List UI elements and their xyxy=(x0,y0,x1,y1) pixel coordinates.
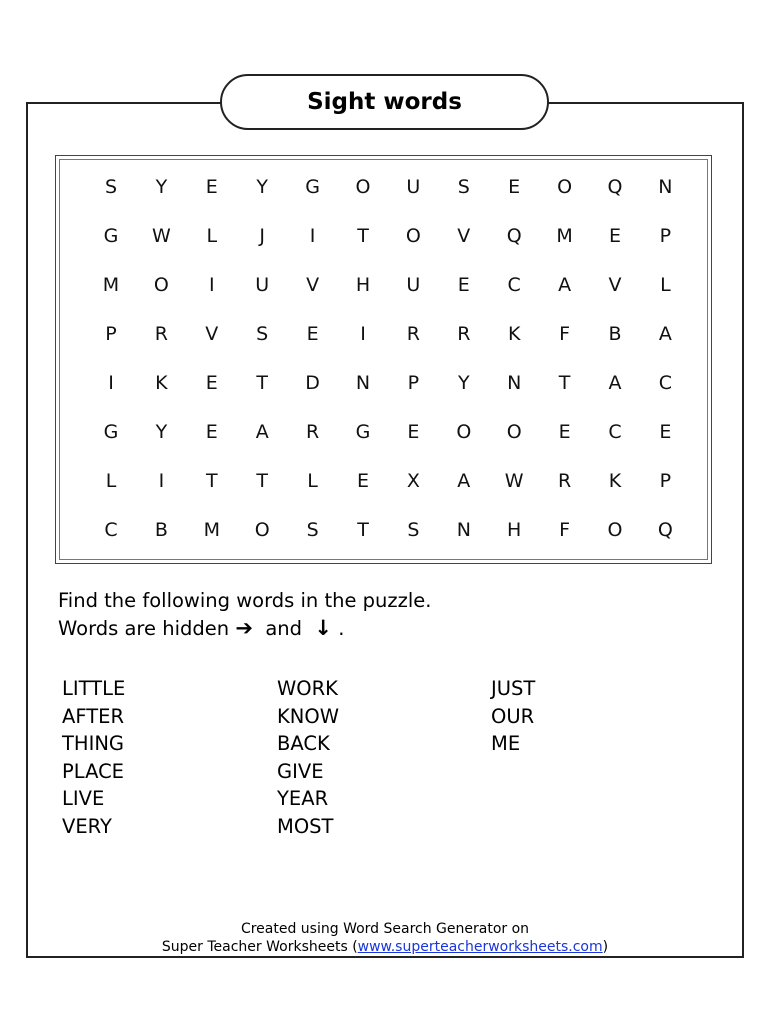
grid-letter: A xyxy=(255,421,269,443)
grid-letter: O xyxy=(355,176,371,198)
grid-letter: C xyxy=(104,519,118,541)
grid-letter: G xyxy=(103,225,119,247)
grid-letter: S xyxy=(104,176,118,198)
grid-letter: F xyxy=(559,323,571,345)
grid-letter: S xyxy=(457,176,470,198)
grid-letter: L xyxy=(307,470,318,492)
grid-letter: S xyxy=(256,323,269,345)
instruction-line-2 xyxy=(58,615,344,642)
word-list-item: YEAR xyxy=(277,787,329,811)
grid-letter: W xyxy=(151,225,171,247)
grid-letter: V xyxy=(608,274,622,296)
grid-letter: E xyxy=(407,421,420,443)
word-list-item: MOST xyxy=(277,815,334,838)
grid-letter: E xyxy=(457,274,470,296)
grid-letter: B xyxy=(154,519,168,541)
word-list-item: LIVE xyxy=(62,787,105,811)
grid-letter: I xyxy=(108,372,114,394)
grid-letter: A xyxy=(608,372,622,394)
grid-letter: Y xyxy=(155,176,168,198)
grid-letter: A xyxy=(558,274,572,296)
grid-letter: G xyxy=(103,421,119,443)
grid-letter: N xyxy=(355,372,371,394)
footer-suffix: ) xyxy=(602,939,609,955)
grid-letter: H xyxy=(507,519,522,541)
instruction-suffix: . xyxy=(338,617,345,640)
grid-letter: K xyxy=(507,323,521,345)
grid-letter: Y xyxy=(256,176,268,198)
word-list-item: LITTLE xyxy=(62,677,126,700)
grid-letter: V xyxy=(205,323,219,345)
grid-letter: E xyxy=(356,470,369,492)
puzzle-grid xyxy=(55,155,712,564)
grid-letter: G xyxy=(355,421,371,443)
grid-letter: O xyxy=(607,519,623,541)
grid-letter: A xyxy=(658,323,672,345)
word-list-item: AFTER xyxy=(62,704,124,728)
footer-line-2 xyxy=(26,938,744,956)
word-list-item: THING xyxy=(62,732,125,756)
grid-letter: T xyxy=(205,470,218,492)
arrow-down-icon: ↓ xyxy=(314,616,333,640)
grid-letter: T xyxy=(256,372,268,394)
grid-letter: K xyxy=(155,372,168,394)
grid-letter: N xyxy=(658,176,673,198)
footer-link[interactable]: www.superteacherworksheets.com xyxy=(357,939,603,955)
grid-letter: W xyxy=(504,470,524,492)
grid-letter: P xyxy=(659,225,672,247)
grid-letter: I xyxy=(309,225,316,247)
title-box xyxy=(220,74,549,130)
grid-letter: U xyxy=(406,176,421,198)
grid-letter: R xyxy=(557,470,572,492)
grid-letter: P xyxy=(105,323,117,345)
grid-letter: T xyxy=(256,470,268,492)
grid-letter: O xyxy=(506,421,522,443)
grid-letter: T xyxy=(357,519,369,541)
puzzle-grid-inner-border xyxy=(59,159,708,560)
word-list-item: WORK xyxy=(277,677,338,700)
footer-prefix: Super Teacher Worksheets ( xyxy=(161,939,358,955)
word-list-item: VERY xyxy=(62,815,112,838)
grid-letter: Q xyxy=(506,225,522,247)
word-list-item: ME xyxy=(491,732,521,756)
grid-letter: L xyxy=(105,470,117,492)
grid-letter: C xyxy=(658,372,673,394)
instruction-line-1: Find the following words in the puzzle. xyxy=(58,589,432,612)
grid-letter: Y xyxy=(457,372,470,394)
grid-letter: E xyxy=(205,372,218,394)
grid-letter: V xyxy=(457,225,471,247)
grid-letter: C xyxy=(608,421,622,443)
grid-letter: O xyxy=(557,176,573,198)
grid-letter: O xyxy=(153,274,169,296)
arrow-right-icon: ➔ xyxy=(235,616,253,640)
grid-letter: O xyxy=(405,225,421,247)
grid-letter: Q xyxy=(607,176,623,198)
grid-letter: Q xyxy=(657,519,673,541)
grid-letter: L xyxy=(660,274,671,296)
grid-letter: E xyxy=(608,225,621,247)
grid-letter: U xyxy=(406,274,421,296)
grid-letter: E xyxy=(508,176,521,198)
grid-letter: R xyxy=(305,421,320,443)
footer-line-1: Created using Word Search Generator on xyxy=(240,921,530,937)
grid-letter: T xyxy=(558,372,571,394)
grid-letter: R xyxy=(457,323,471,345)
instruction-prefix: Words are hidden xyxy=(58,617,230,640)
grid-letter: L xyxy=(206,225,218,247)
grid-letter: I xyxy=(208,274,215,296)
grid-letter: R xyxy=(406,323,420,345)
grid-letter: S xyxy=(306,519,319,541)
instruction-and: and xyxy=(265,617,303,640)
grid-letter: Y xyxy=(155,421,168,443)
grid-letter: M xyxy=(556,225,573,247)
grid-letter: O xyxy=(456,421,472,443)
grid-letter: N xyxy=(507,372,522,394)
word-list-item: KNOW xyxy=(277,704,340,728)
word-list-item: GIVE xyxy=(277,759,324,783)
grid-letter: R xyxy=(154,323,168,345)
word-list-item: JUST xyxy=(491,677,536,700)
grid-letter: E xyxy=(558,421,571,443)
grid-letter: M xyxy=(102,274,120,296)
word-list-item: PLACE xyxy=(62,759,125,783)
grid-letter: G xyxy=(305,176,320,198)
grid-letter: I xyxy=(360,323,366,345)
grid-letter: S xyxy=(407,519,420,541)
grid-letter: K xyxy=(608,470,622,492)
grid-letter: M xyxy=(203,519,220,541)
grid-letter: H xyxy=(355,274,371,296)
grid-letter: V xyxy=(306,274,320,296)
grid-letter: E xyxy=(205,421,218,443)
grid-letter: P xyxy=(407,372,420,394)
grid-letter: O xyxy=(254,519,270,541)
grid-letter: P xyxy=(659,470,672,492)
grid-letter: N xyxy=(456,519,471,541)
grid-letter: A xyxy=(457,470,471,492)
grid-letter: T xyxy=(357,225,369,247)
grid-letter: E xyxy=(205,176,218,198)
grid-letter: E xyxy=(306,323,319,345)
grid-letter: I xyxy=(158,470,165,492)
grid-letter: F xyxy=(559,519,571,541)
word-list-item: BACK xyxy=(277,732,330,756)
grid-letter: J xyxy=(259,225,265,247)
grid-letter: B xyxy=(608,323,622,345)
grid-letter: C xyxy=(507,274,521,296)
word-list-item: OUR xyxy=(491,704,535,728)
grid-letter: U xyxy=(255,274,270,296)
grid-letter: D xyxy=(305,372,320,394)
page-title: Sight words xyxy=(307,89,462,115)
grid-letter: E xyxy=(659,421,672,443)
grid-letter: X xyxy=(406,470,420,492)
